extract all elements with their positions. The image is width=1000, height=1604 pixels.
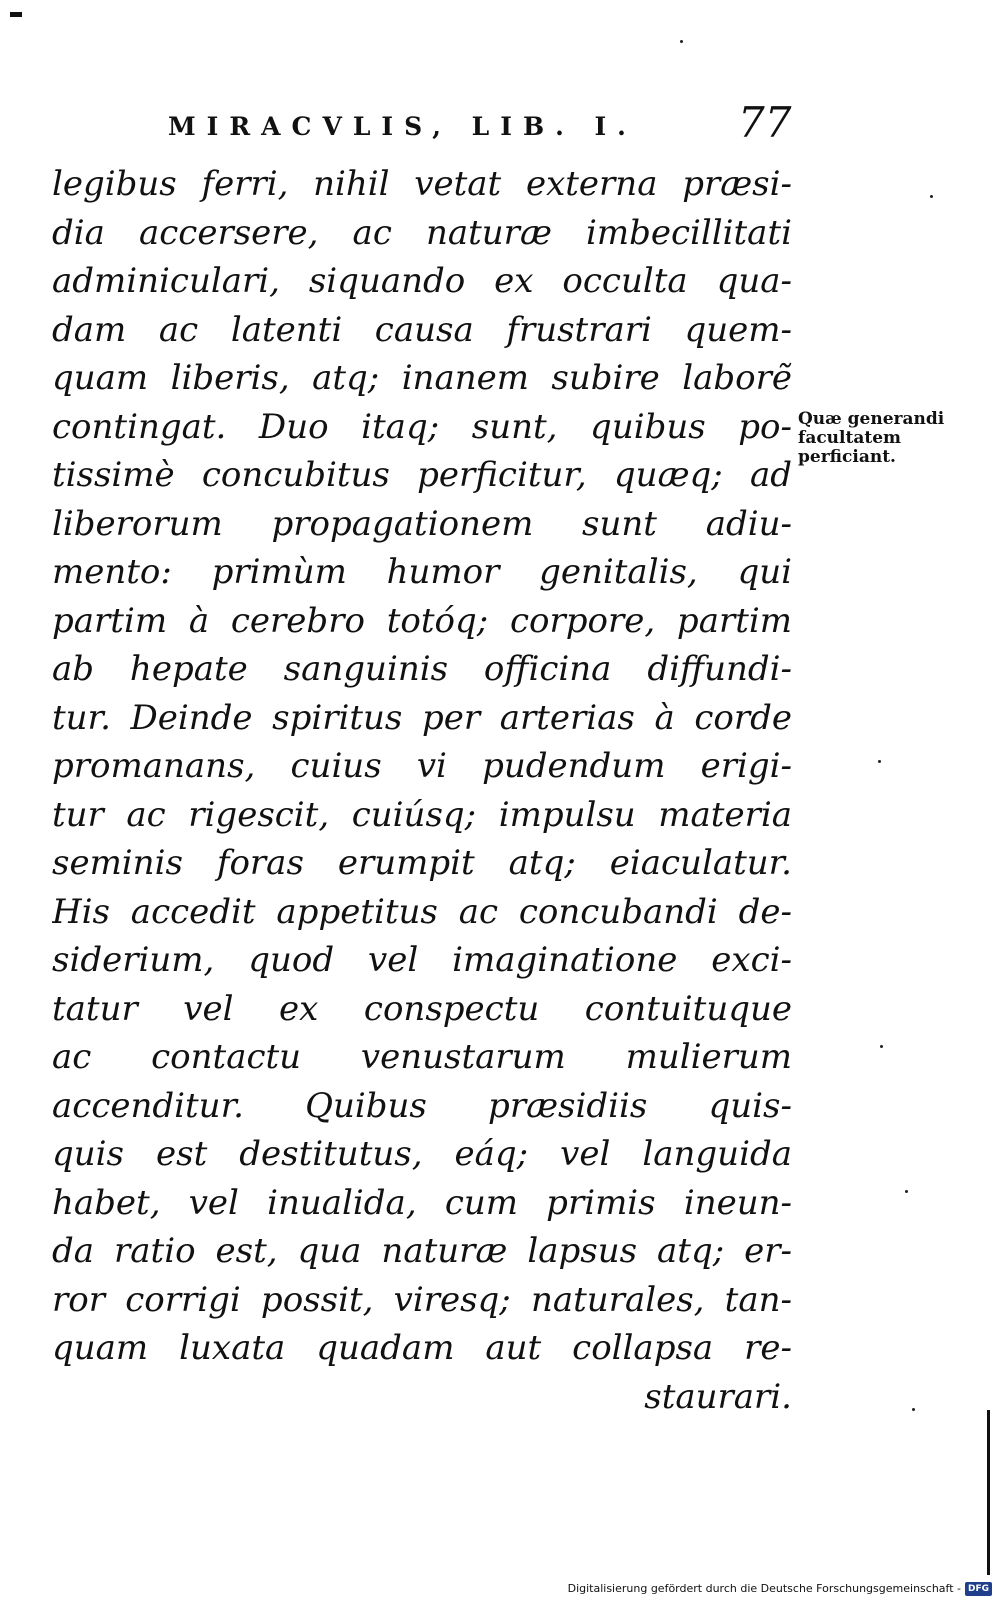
text-line: adminiculari, siquando ex occulta qua-: [52, 261, 792, 301]
text-line: quis est destitutus, eáq; vel languida: [52, 1134, 792, 1174]
text-line: dam ac latenti causa frustrari quem-: [52, 309, 792, 350]
text-line: dia accersere, ac naturæ imbecillitati: [52, 212, 792, 253]
scan-speck: [878, 760, 881, 763]
text-line: quam luxata quadam aut collapsa re-: [52, 1328, 792, 1368]
text-line: liberorum propagationem sunt adiu-: [52, 503, 792, 544]
text-line: ac contactu venustarum mulierum: [52, 1037, 792, 1077]
margin-note-line: Quæ generandi: [798, 409, 945, 429]
scan-speck: [930, 195, 933, 198]
text-line: ror corrigi possit, viresq; naturales, tan-: [52, 1279, 792, 1320]
text-line: contingat. Duo itaq; sunt, quibus po-: [52, 406, 792, 447]
text-line: partim à cerebro totóq; corpore, partim: [52, 600, 792, 641]
text-line-final: staurari.: [644, 1376, 792, 1417]
text-line: accenditur. Quibus præsidiis quis-: [52, 1085, 792, 1126]
text-line: legibus ferri, nihil vetat externa præsi-: [52, 164, 792, 204]
scan-speck: [905, 1190, 908, 1193]
text-line: tatur vel ex conspectu contuituque: [52, 988, 792, 1029]
scan-speck: [880, 1045, 883, 1048]
scan-artifact: [10, 12, 22, 17]
footer-text: Digitalisierung gefördert durch die Deutsche Forschungsgemeinschaft -: [567, 1582, 961, 1595]
page-edge-rule: [987, 1410, 990, 1575]
text-line: tissimè concubitus perficitur, quæq; ad: [52, 455, 792, 495]
scan-speck: [912, 1408, 915, 1411]
body-text: [52, 160, 792, 1421]
text-line: ab hepate sanguinis officina diffundi-: [52, 649, 792, 689]
text-line: seminis foras erumpit atq; eiaculatur.: [52, 843, 792, 883]
page-header: [168, 98, 808, 150]
text-line: siderium, quod vel imaginatione exci-: [52, 940, 792, 980]
text-line: promanans, cuius vi pudendum erigi-: [52, 746, 792, 786]
text-line: da ratio est, qua naturæ lapsus atq; er-: [52, 1231, 792, 1271]
scan-speck: [680, 40, 683, 43]
text-line: His accedit appetitus ac concubandi de-: [52, 891, 792, 932]
text-line: mento: primùm humor genitalis, qui: [52, 552, 792, 592]
margin-note: [798, 410, 988, 467]
dfg-logo-icon: DFG: [965, 1582, 992, 1596]
margin-note-line: perficiant.: [798, 447, 896, 467]
digitization-footer: [568, 1580, 992, 1598]
text-line: tur. Deinde spiritus per arterias à corde: [52, 697, 792, 738]
text-line: tur ac rigescit, cuiúsq; impulsu materia: [52, 794, 792, 835]
running-head: MIRACVLIS, LIB. I.: [168, 112, 637, 141]
margin-note-line: facultatem: [798, 428, 902, 448]
text-line: quam liberis, atq; inanem subire laborẽ: [52, 358, 792, 398]
text-line: habet, vel inualida, cum primis ineun-: [52, 1182, 792, 1223]
page-number: 77: [738, 98, 792, 147]
